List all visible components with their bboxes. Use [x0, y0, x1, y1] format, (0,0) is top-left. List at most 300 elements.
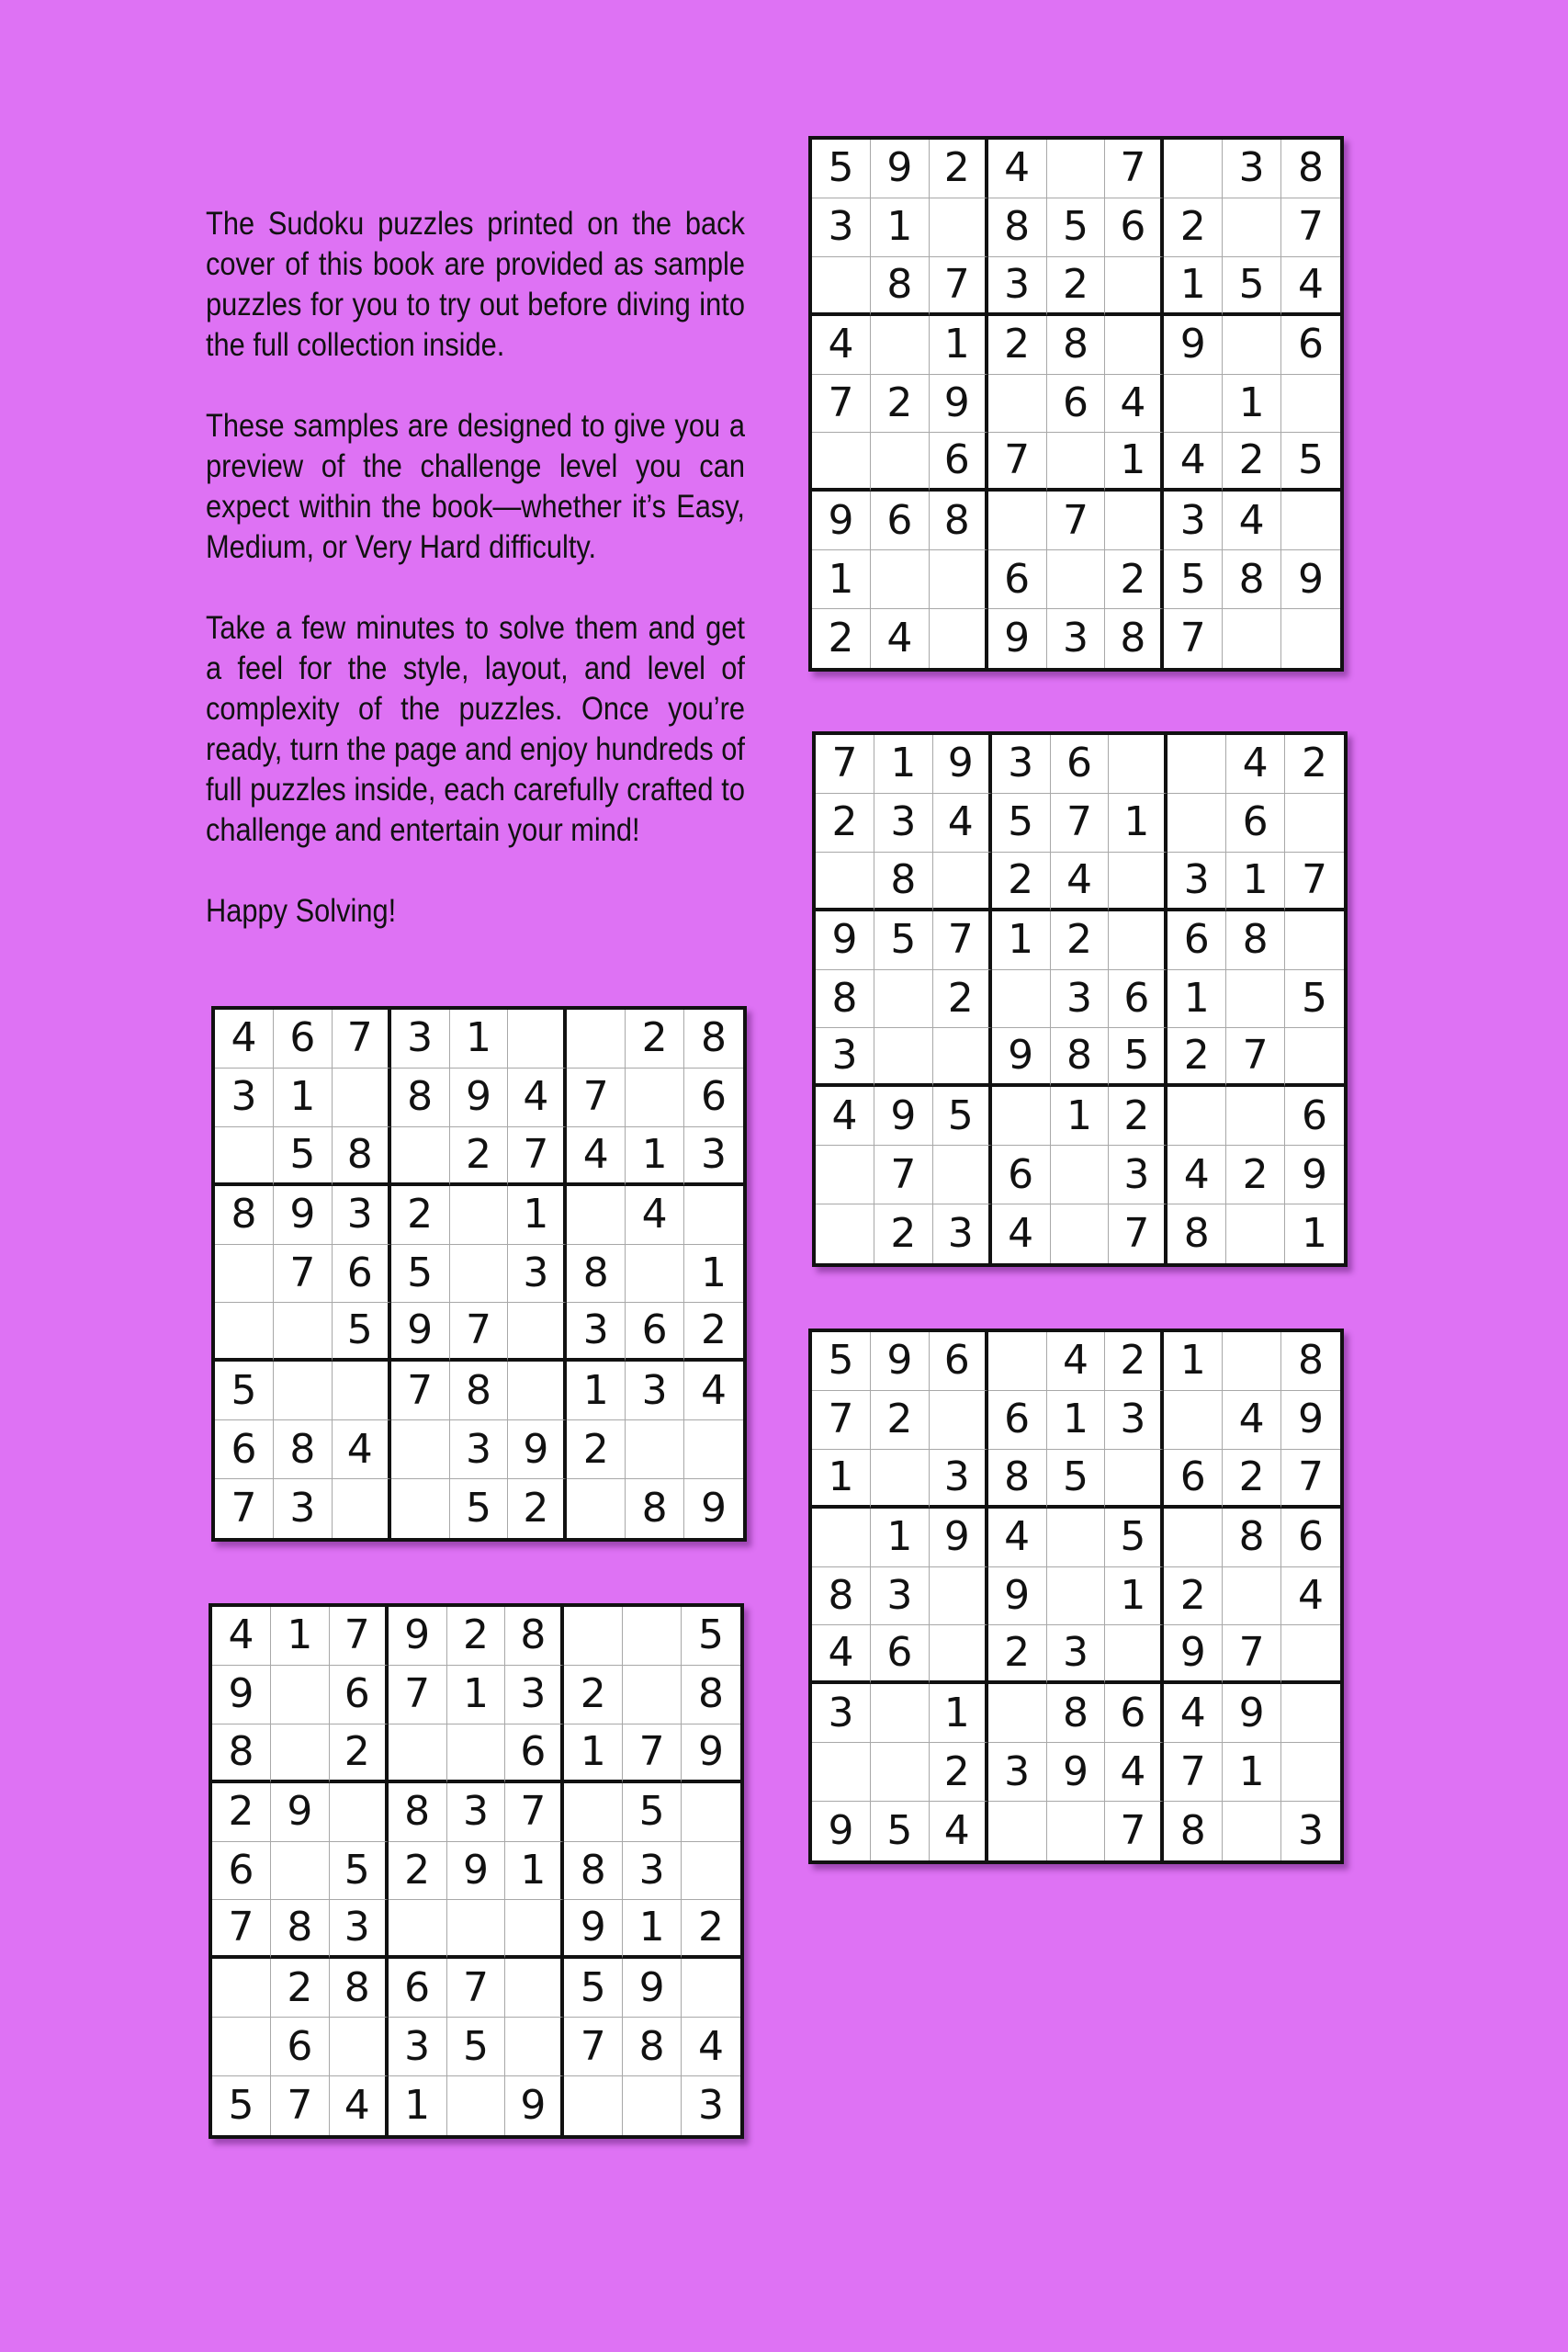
sudoku-cell-empty: [274, 1303, 333, 1362]
sudoku-cell-given: 7: [1285, 853, 1344, 911]
sudoku-cell-given: 2: [626, 1010, 684, 1069]
sudoku-cell-empty: [871, 1450, 930, 1509]
sudoku-cell-given: 1: [812, 550, 871, 609]
sudoku-cell-given: 2: [564, 1666, 623, 1724]
sudoku-cell-given: 1: [1105, 1567, 1164, 1626]
sudoku-cell-given: 2: [930, 1743, 988, 1802]
sudoku-cell-given: 8: [1047, 1684, 1106, 1743]
sudoku-cell-given: 1: [626, 1127, 684, 1186]
sudoku-cell-given: 6: [271, 2018, 330, 2076]
sudoku-cell-given: 1: [1164, 257, 1223, 316]
sudoku-cell-empty: [1223, 1567, 1281, 1626]
sudoku-cell-empty: [508, 1010, 567, 1069]
sudoku-cell-empty: [333, 1479, 391, 1538]
sudoku-cell-given: 7: [930, 257, 988, 316]
sudoku-cell-given: 8: [330, 1959, 389, 2018]
sudoku-cell-empty: [1285, 911, 1344, 970]
sudoku-cell-given: 6: [330, 1666, 389, 1724]
sudoku-cell-given: 2: [682, 1900, 740, 1959]
sudoku-cell-given: 8: [391, 1069, 450, 1127]
sudoku-cell-given: 7: [874, 1146, 933, 1204]
sudoku-cell-given: 4: [333, 1420, 391, 1479]
sudoku-cell-empty: [1109, 735, 1168, 794]
sudoku-cell-given: 7: [564, 2018, 623, 2076]
sudoku-cell-given: 6: [1281, 316, 1340, 375]
sudoku-cell-empty: [564, 1783, 623, 1842]
sudoku-cell-given: 3: [1105, 1391, 1164, 1450]
sudoku-cell-empty: [333, 1069, 391, 1127]
sudoku-cell-given: 5: [1047, 1450, 1106, 1509]
sudoku-cell-empty: [871, 433, 930, 492]
sudoku-cell-given: 3: [330, 1900, 389, 1959]
sudoku-cell-empty: [812, 433, 871, 492]
sudoku-cell-given: 9: [1047, 1743, 1106, 1802]
sudoku-cell-given: 4: [626, 1186, 684, 1245]
sudoku-cell-given: 1: [992, 911, 1051, 970]
sudoku-cell-given: 8: [682, 1666, 740, 1724]
sudoku-cell-given: 5: [1105, 1509, 1164, 1567]
sudoku-cell-given: 2: [1226, 1146, 1285, 1204]
sudoku-cell-given: 7: [450, 1303, 509, 1362]
sudoku-cell-given: 9: [271, 1783, 330, 1842]
sudoku-cell-given: 9: [992, 1028, 1051, 1087]
sudoku-cell-given: 2: [1223, 1450, 1281, 1509]
sudoku-cell-given: 4: [1226, 735, 1285, 794]
sudoku-cell-empty: [330, 2018, 389, 2076]
sudoku-cell-given: 3: [508, 1245, 567, 1304]
sudoku-cell-given: 2: [1051, 911, 1110, 970]
sudoku-cell-given: 1: [274, 1069, 333, 1127]
sudoku-cell-empty: [1281, 492, 1340, 550]
sudoku-cell-given: 4: [988, 1509, 1047, 1567]
sudoku-cell-given: 7: [215, 1479, 274, 1538]
sudoku-cell-given: 7: [1109, 1204, 1168, 1263]
sudoku-cell-given: 2: [1285, 735, 1344, 794]
sudoku-cell-empty: [626, 1420, 684, 1479]
sudoku-cell-given: 5: [623, 1783, 682, 1842]
sudoku-cell-given: 4: [871, 609, 930, 668]
sudoku-cell-given: 9: [212, 1666, 271, 1724]
sudoku-cell-given: 8: [271, 1900, 330, 1959]
sudoku-cell-given: 5: [812, 140, 871, 198]
sudoku-cell-given: 6: [992, 1146, 1051, 1204]
sudoku-cell-given: 9: [508, 1420, 567, 1479]
intro-paragraph-3: Take a few minutes to solve them and get a feel for the style, layout, and level of complexity of the puzzles. Once you’re ready, turn the page and enjoy hundreds of full puzzles inside, each carefully crafted to challenge and entertain your mind!: [206, 610, 745, 848]
sudoku-cell-given: 4: [684, 1362, 743, 1420]
sudoku-cell-given: 9: [812, 1802, 871, 1860]
sudoku-cell-given: 8: [871, 257, 930, 316]
sudoku-cell-given: 9: [623, 1959, 682, 2018]
sudoku-cell-given: 3: [1298, 1807, 1325, 1855]
sudoku-cell-empty: [1226, 1204, 1285, 1263]
sudoku-cell-given: 7: [389, 1666, 447, 1724]
sudoku-cell-given: 8: [1281, 1332, 1340, 1391]
sudoku-cell-empty: [1281, 375, 1340, 434]
sudoku-cell-given: 2: [1168, 1028, 1226, 1087]
sudoku-cell-empty: [215, 1245, 274, 1304]
sudoku-cell-empty: [874, 970, 933, 1029]
sudoku-cell-empty: [623, 1607, 682, 1666]
sudoku-cell-given: 2: [447, 1607, 506, 1666]
sudoku-cell-empty: [567, 1186, 626, 1245]
sudoku-cell-given: 7: [623, 1724, 682, 1783]
sudoku-cell-empty: [988, 375, 1047, 434]
sudoku-cell-given: 6: [930, 1332, 988, 1391]
sudoku-cell-given: 3: [1223, 140, 1281, 198]
sudoku-cell-given: 5: [564, 1959, 623, 2018]
sudoku-cell-given: 8: [274, 1420, 333, 1479]
sudoku-cell-given: 9: [871, 140, 930, 198]
sudoku-cell-given: 4: [1168, 1146, 1226, 1204]
sudoku-cell-given: 7: [1164, 1743, 1223, 1802]
sudoku-grid-2: [812, 731, 1348, 1267]
sudoku-cell-given: 2: [684, 1303, 743, 1362]
sudoku-cell-given: 8: [930, 492, 988, 550]
sudoku-cell-empty: [447, 2076, 506, 2135]
sudoku-cell-empty: [1051, 1204, 1110, 1263]
sudoku-cell-given: 3: [1164, 492, 1223, 550]
sudoku-cell-given: 8: [215, 1186, 274, 1245]
sudoku-cell-empty: [212, 2018, 271, 2076]
sudoku-cell-given: 4: [812, 316, 871, 375]
sudoku-cell-empty: [992, 970, 1051, 1029]
sudoku-cell-given: 9: [1223, 1684, 1281, 1743]
sudoku-cell-given: 2: [330, 1724, 389, 1783]
sudoku-cell-given: 8: [1047, 316, 1106, 375]
sudoku-cell-empty: [682, 1842, 740, 1901]
sudoku-cell-empty: [1105, 492, 1164, 550]
sudoku-cell-given: 6: [930, 433, 988, 492]
sudoku-cell-given: 3: [1051, 970, 1110, 1029]
sudoku-cell-given: 8: [1226, 911, 1285, 970]
sudoku-cell-given: 1: [450, 1010, 509, 1069]
sudoku-cell-empty: [933, 1028, 992, 1087]
sudoku-cell-empty: [447, 1724, 506, 1783]
sudoku-grid-3: [808, 1329, 1344, 1864]
sudoku-cell-given: 1: [623, 1900, 682, 1959]
sudoku-cell-given: 6: [1105, 198, 1164, 257]
sudoku-cell-empty: [930, 1391, 988, 1450]
sudoku-cell-given: 6: [988, 1391, 1047, 1450]
sudoku-cell-given: 3: [333, 1186, 391, 1245]
sudoku-cell-given: 3: [1047, 1625, 1106, 1684]
sudoku-cell-given: 8: [389, 1783, 447, 1842]
sudoku-cell-given: 3: [623, 1842, 682, 1901]
sudoku-cell-given: 5: [1164, 550, 1223, 609]
sudoku-cell-given: 7: [812, 375, 871, 434]
sudoku-cell-given: 1: [1109, 794, 1168, 853]
sudoku-cell-given: 9: [871, 1332, 930, 1391]
sudoku-cell-empty: [505, 2018, 564, 2076]
sudoku-cell-given: 8: [816, 970, 874, 1029]
sudoku-cell-given: 7: [812, 1391, 871, 1450]
sudoku-cell-given: 9: [1285, 1146, 1344, 1204]
sudoku-cell-given: 1: [1164, 1332, 1223, 1391]
sudoku-cell-empty: [930, 609, 988, 668]
sudoku-cell-given: 5: [933, 1087, 992, 1146]
sudoku-cell-given: 7: [1105, 140, 1164, 198]
sudoku-cell-given: 3: [391, 1010, 450, 1069]
sudoku-cell-given: 2: [271, 1959, 330, 2018]
sudoku-cell-given: 2: [1164, 1567, 1223, 1626]
sudoku-cell-given: 5: [215, 1362, 274, 1420]
sudoku-cell-given: 7: [271, 2076, 330, 2135]
sudoku-cell-empty: [1164, 140, 1223, 198]
sudoku-cell-given: 5: [447, 2018, 506, 2076]
sudoku-cell-given: 6: [871, 492, 930, 550]
sudoku-cell-empty: [930, 198, 988, 257]
sudoku-cell-empty: [988, 1332, 1047, 1391]
sudoku-cell-given: 9: [930, 375, 988, 434]
sudoku-cell-empty: [215, 1303, 274, 1362]
sudoku-cell-given: 1: [564, 1724, 623, 1783]
sudoku-cell-empty: [682, 1959, 740, 2018]
sudoku-cell-empty: [812, 257, 871, 316]
sudoku-cell-empty: [508, 1303, 567, 1362]
sudoku-cell-empty: [930, 1567, 988, 1626]
sudoku-cell-empty: [1109, 853, 1168, 911]
sudoku-cell-empty: [684, 1186, 743, 1245]
sudoku-cell-empty: [816, 853, 874, 911]
sudoku-cell-given: 1: [508, 1186, 567, 1245]
sudoku-cell-given: 1: [871, 198, 930, 257]
sudoku-cell-empty: [505, 1900, 564, 1959]
sudoku-cell-given: 7: [212, 1900, 271, 1959]
sudoku-cell-given: 7: [1281, 1450, 1340, 1509]
sudoku-cell-empty: [626, 1245, 684, 1304]
sudoku-cell-given: 9: [874, 1087, 933, 1146]
sudoku-cell-empty: [930, 550, 988, 609]
sudoku-cell-given: 3: [812, 1684, 871, 1743]
sudoku-cell-empty: [1281, 1625, 1340, 1684]
sudoku-cell-given: 2: [816, 794, 874, 853]
sudoku-cell-given: 6: [333, 1245, 391, 1304]
sudoku-cell-given: 6: [1226, 794, 1285, 853]
sudoku-cell-given: 2: [992, 853, 1051, 911]
sudoku-cell-given: 9: [389, 1607, 447, 1666]
sudoku-cell-empty: [564, 1607, 623, 1666]
sudoku-cell-given: 4: [992, 1204, 1051, 1263]
sudoku-cell-empty: [274, 1362, 333, 1420]
sudoku-cell-empty: [988, 492, 1047, 550]
sudoku-cell-given: 9: [274, 1186, 333, 1245]
sudoku-cell-given: 6: [1285, 1087, 1344, 1146]
sudoku-cell-given: 3: [447, 1783, 506, 1842]
sudoku-cell-given: 1: [1223, 1743, 1281, 1802]
sudoku-cell-empty: [1223, 1332, 1281, 1391]
sudoku-cell-given: 3: [698, 2082, 725, 2130]
sudoku-cell-given: 4: [215, 1010, 274, 1069]
sudoku-cell-given: 3: [930, 1450, 988, 1509]
sudoku-cell-given: 4: [330, 2076, 389, 2135]
sudoku-cell-given: 5: [871, 1802, 930, 1860]
sudoku-cell-given: 3: [389, 2018, 447, 2076]
sudoku-cell-given: 6: [215, 1420, 274, 1479]
sudoku-cell-given: 4: [1223, 492, 1281, 550]
sudoku-grid-4: [211, 1006, 747, 1542]
sudoku-cell-given: 8: [333, 1127, 391, 1186]
sudoku-cell-given: 1: [1302, 1210, 1328, 1258]
sudoku-cell-given: 9: [988, 609, 1047, 668]
sudoku-cell-empty: [871, 1743, 930, 1802]
sudoku-cell-given: 6: [626, 1303, 684, 1362]
sudoku-cell-given: 9: [564, 1900, 623, 1959]
sudoku-cell-given: 8: [1168, 1204, 1226, 1263]
sudoku-cell-empty: [1047, 1567, 1106, 1626]
sudoku-cell-given: 4: [1281, 257, 1340, 316]
sudoku-cell-given: 2: [871, 1391, 930, 1450]
sudoku-cell-empty: [391, 1127, 450, 1186]
sudoku-cell-given: 8: [684, 1010, 743, 1069]
sudoku-cell-empty: [567, 1010, 626, 1069]
sudoku-cell-given: 2: [1223, 433, 1281, 492]
sudoku-cell-empty: [1281, 1684, 1340, 1743]
sudoku-cell-empty: [871, 550, 930, 609]
sudoku-cell-empty: [391, 1479, 450, 1538]
sudoku-cell-given: 3: [684, 1127, 743, 1186]
sudoku-cell-empty: [505, 1959, 564, 2018]
sudoku-cell-empty: [1109, 911, 1168, 970]
sudoku-cell-empty: [684, 1420, 743, 1479]
sudoku-cell-given: 2: [874, 1204, 933, 1263]
sudoku-cell-given: 4: [682, 2018, 740, 2076]
sudoku-cell-given: 9: [1281, 1391, 1340, 1450]
sudoku-cell-given: 8: [1223, 1509, 1281, 1567]
sudoku-cell-given: 6: [684, 1069, 743, 1127]
sudoku-cell-given: 1: [447, 1666, 506, 1724]
sudoku-cell-empty: [389, 1900, 447, 1959]
sudoku-cell-given: 2: [1109, 1087, 1168, 1146]
sudoku-cell-given: 1: [505, 1842, 564, 1901]
sudoku-cell-given: 3: [567, 1303, 626, 1362]
sudoku-cell-given: 8: [450, 1362, 509, 1420]
sudoku-cell-given: 4: [816, 1087, 874, 1146]
sudoku-cell-empty: [1047, 1509, 1106, 1567]
sudoku-cell-empty: [933, 1146, 992, 1204]
sudoku-cell-empty: [988, 1802, 1047, 1860]
sudoku-cell-given: 1: [1223, 375, 1281, 434]
sudoku-cell-given: 4: [1281, 1567, 1340, 1626]
sudoku-cell-empty: [1047, 550, 1106, 609]
sudoku-cell-given: 2: [988, 1625, 1047, 1684]
sudoku-cell-given: 2: [930, 140, 988, 198]
sudoku-cell-given: 1: [812, 1450, 871, 1509]
sudoku-cell-given: 9: [682, 1724, 740, 1783]
sudoku-cell-empty: [391, 1420, 450, 1479]
sudoku-cell-empty: [1281, 609, 1340, 668]
sudoku-cell-empty: [1164, 1509, 1223, 1567]
sudoku-cell-given: 3: [874, 794, 933, 853]
sudoku-cell-empty: [1223, 316, 1281, 375]
sudoku-cell-given: 3: [215, 1069, 274, 1127]
sudoku-cell-given: 8: [812, 1567, 871, 1626]
sudoku-cell-empty: [816, 1204, 874, 1263]
sudoku-cell-empty: [1285, 1028, 1344, 1087]
sudoku-cell-given: 7: [816, 735, 874, 794]
sudoku-cell-given: 3: [988, 257, 1047, 316]
sudoku-cell-empty: [212, 1959, 271, 2018]
sudoku-cell-given: 2: [1105, 550, 1164, 609]
sudoku-cell-given: 4: [212, 1607, 271, 1666]
sudoku-cell-empty: [1164, 1391, 1223, 1450]
sudoku-cell-empty: [816, 1146, 874, 1204]
sudoku-cell-given: 7: [508, 1127, 567, 1186]
sudoku-cell-given: 5: [1281, 433, 1340, 492]
sudoku-cell-empty: [812, 1509, 871, 1567]
sudoku-cell-given: 2: [933, 970, 992, 1029]
sudoku-cell-empty: [447, 1900, 506, 1959]
sudoku-cell-empty: [626, 1069, 684, 1127]
sudoku-cell-given: 9: [812, 492, 871, 550]
sudoku-cell-given: 7: [274, 1245, 333, 1304]
sudoku-cell-given: 9: [816, 911, 874, 970]
sudoku-cell-given: 8: [1051, 1028, 1110, 1087]
sudoku-cell-given: 8: [623, 2018, 682, 2076]
sudoku-cell-given: 1: [930, 1684, 988, 1743]
sudoku-cell-given: 8: [567, 1245, 626, 1304]
sudoku-cell-empty: [1105, 1625, 1164, 1684]
sudoku-cell-given: 7: [1105, 1802, 1164, 1860]
sudoku-cell-empty: [930, 1625, 988, 1684]
sudoku-cell-given: 6: [1105, 1684, 1164, 1743]
sudoku-cell-given: 6: [389, 1959, 447, 2018]
sudoku-cell-given: 7: [988, 433, 1047, 492]
sudoku-cell-given: 5: [1285, 970, 1344, 1029]
sudoku-cell-given: 7: [447, 1959, 506, 2018]
sudoku-cell-given: 6: [212, 1842, 271, 1901]
sudoku-cell-empty: [1105, 257, 1164, 316]
sudoku-cell-given: 4: [1223, 1391, 1281, 1450]
sudoku-cell-given: 1: [1226, 853, 1285, 911]
sudoku-cell-empty: [1051, 1146, 1110, 1204]
sudoku-cell-given: 8: [1164, 1802, 1223, 1860]
sudoku-cell-given: 5: [274, 1127, 333, 1186]
sudoku-cell-given: 5: [992, 794, 1051, 853]
sudoku-cell-given: 7: [1226, 1028, 1285, 1087]
intro-text: [206, 204, 745, 972]
sudoku-cell-given: 1: [684, 1245, 743, 1304]
sudoku-cell-given: 9: [988, 1567, 1047, 1626]
sudoku-cell-empty: [1223, 609, 1281, 668]
sudoku-cell-given: 3: [816, 1028, 874, 1087]
sudoku-cell-empty: [1047, 1802, 1106, 1860]
sudoku-grid-5: [209, 1603, 744, 2139]
sudoku-cell-given: 6: [1164, 1450, 1223, 1509]
sudoku-cell-given: 4: [933, 794, 992, 853]
sudoku-cell-given: 8: [874, 853, 933, 911]
sudoku-cell-given: 9: [1164, 316, 1223, 375]
sudoku-cell-given: 7: [1281, 198, 1340, 257]
sudoku-cell-given: 5: [330, 1842, 389, 1901]
sudoku-cell-given: 2: [391, 1186, 450, 1245]
sudoku-cell-empty: [215, 1127, 274, 1186]
sudoku-cell-empty: [812, 1743, 871, 1802]
sudoku-cell-given: 6: [505, 1724, 564, 1783]
sudoku-cell-given: 4: [1105, 1743, 1164, 1802]
sudoku-cell-given: 7: [330, 1607, 389, 1666]
sudoku-cell-given: 4: [1164, 433, 1223, 492]
sudoku-cell-given: 9: [391, 1303, 450, 1362]
sudoku-cell-given: 2: [567, 1420, 626, 1479]
sudoku-cell-empty: [1105, 1450, 1164, 1509]
sudoku-cell-empty: [271, 1842, 330, 1901]
sudoku-cell-given: 4: [1047, 1332, 1106, 1391]
sudoku-cell-given: 3: [505, 1666, 564, 1724]
sudoku-cell-given: 6: [988, 550, 1047, 609]
sudoku-cell-given: 2: [212, 1783, 271, 1842]
sudoku-cell-given: 6: [1051, 735, 1110, 794]
sudoku-cell-given: 5: [212, 2076, 271, 2135]
